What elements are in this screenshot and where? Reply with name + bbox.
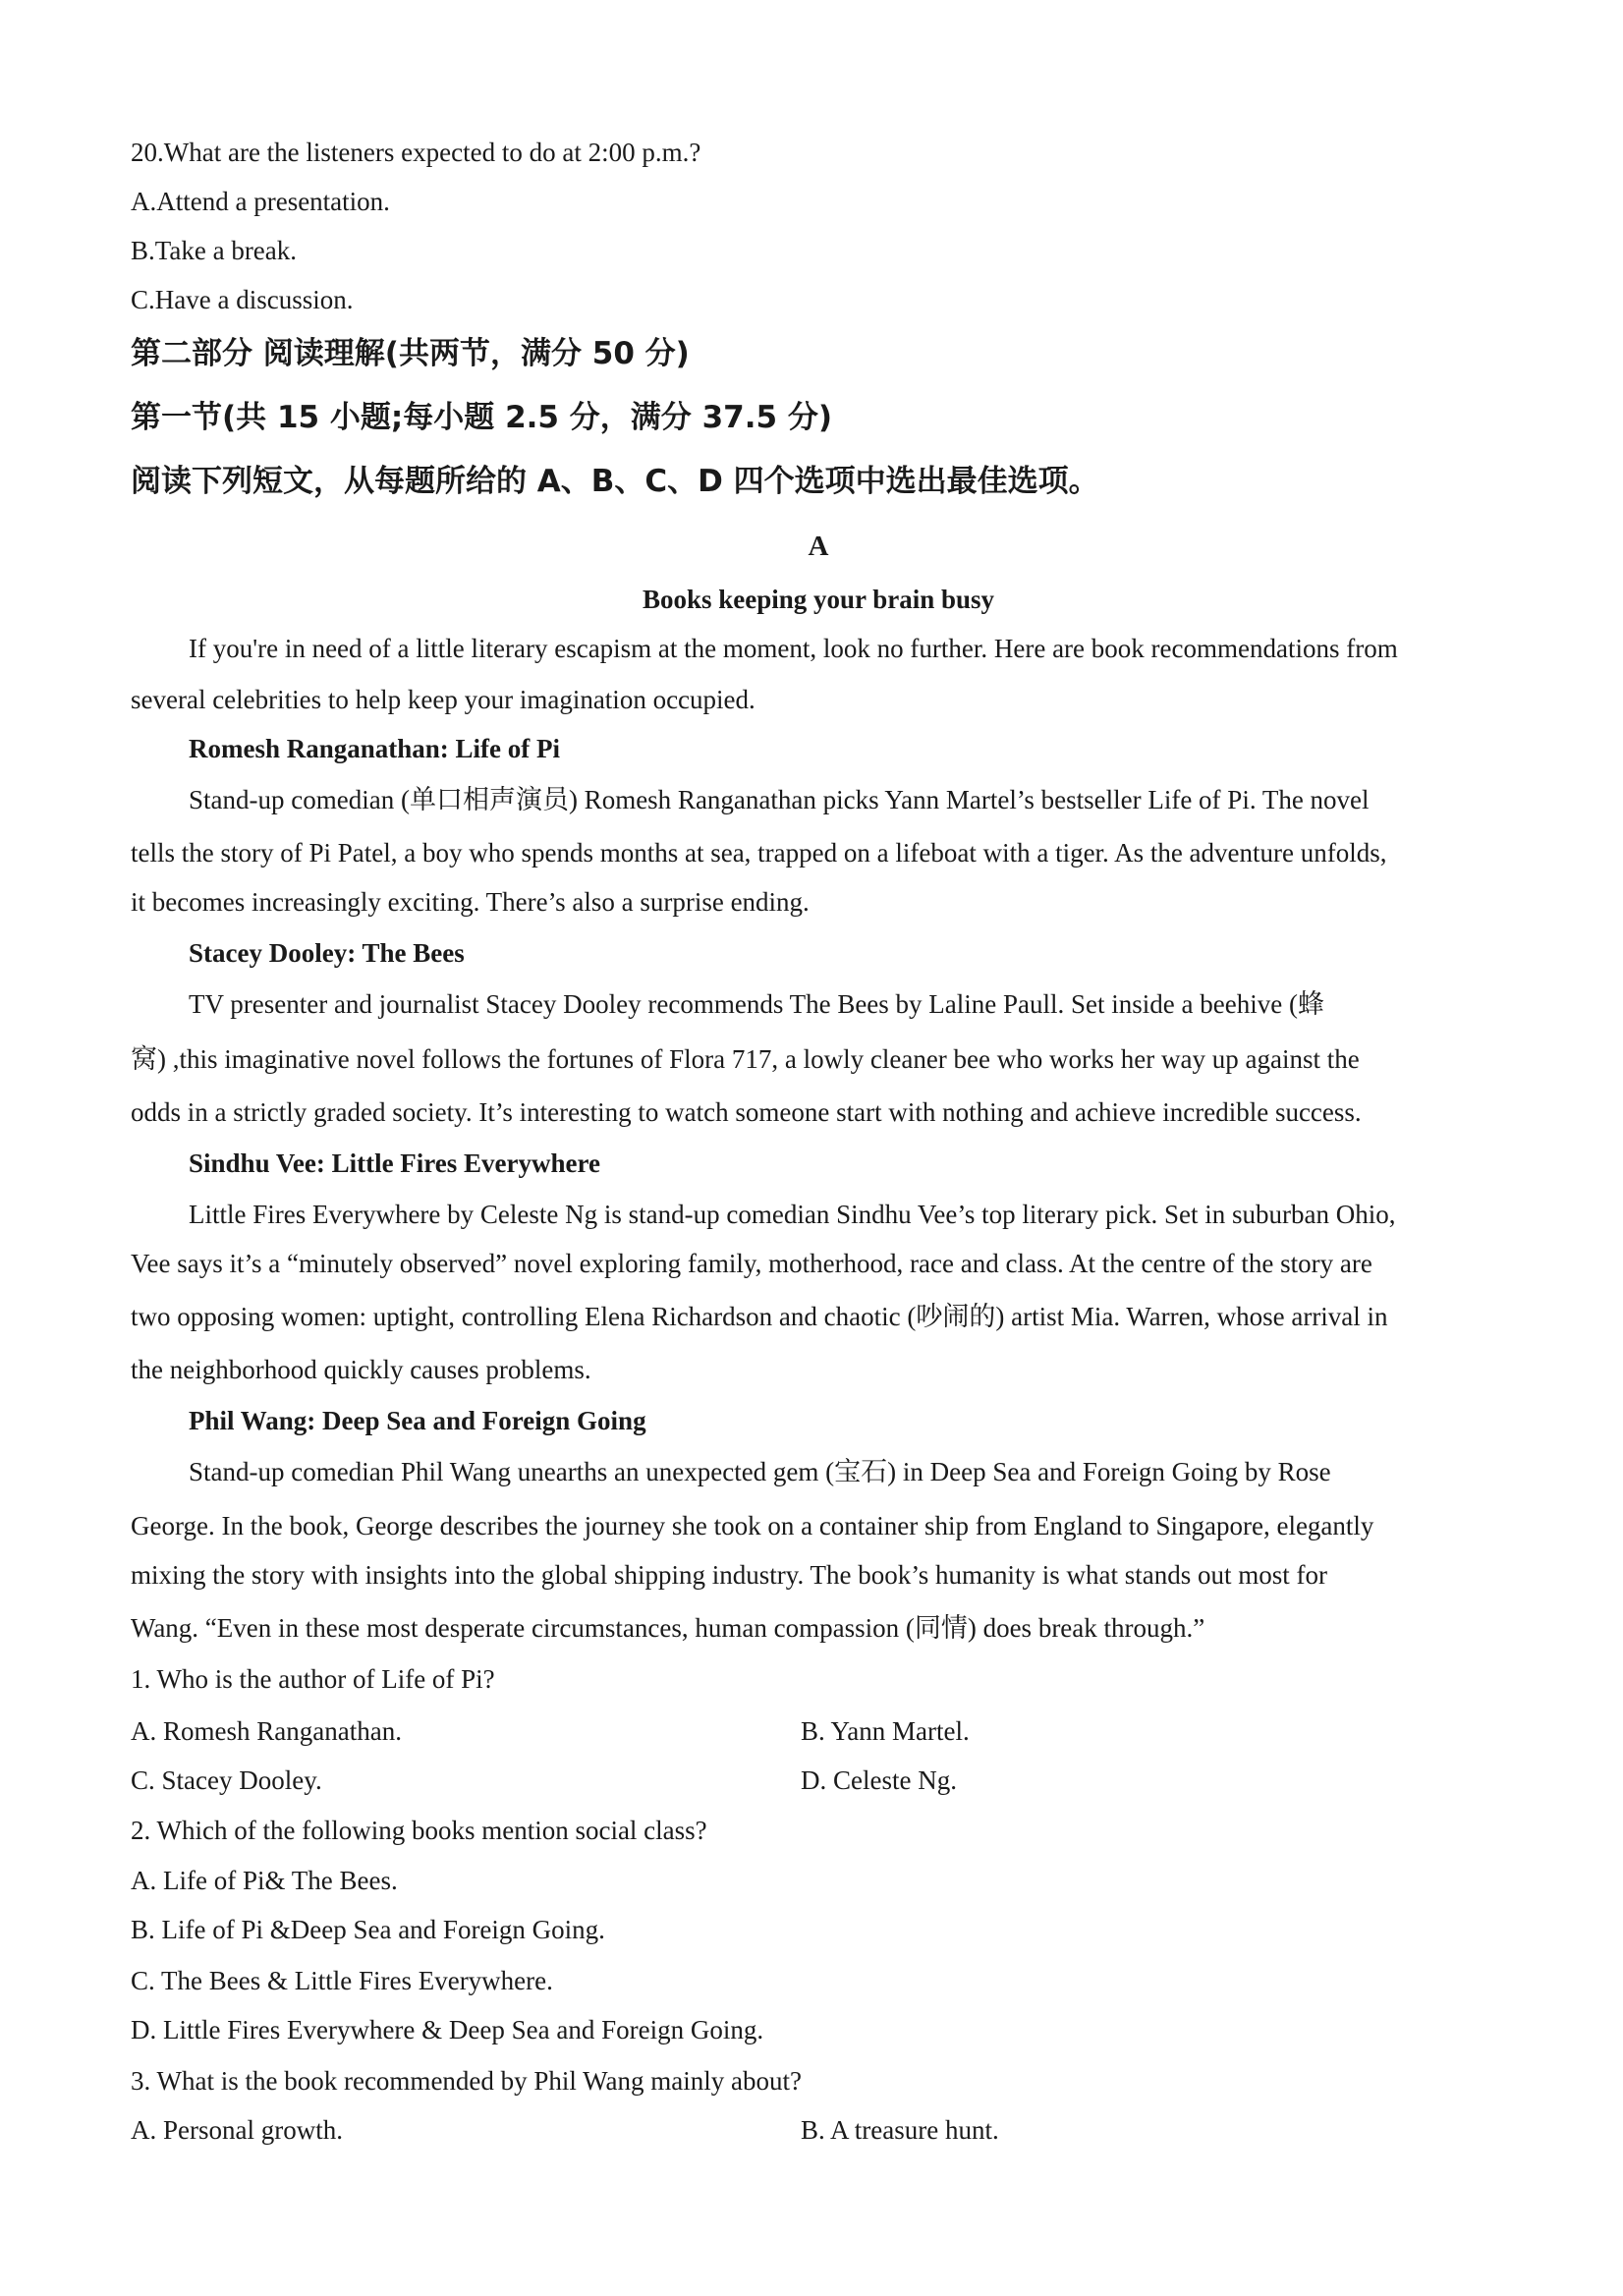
- reading-instruction: 阅读下列短文，从每题所给的 A、B、C、D 四个选项中选出最佳选项。: [131, 464, 1099, 499]
- paragraph-line: the neighborhood quickly causes problems.: [131, 1355, 591, 1384]
- question-20-option-b: B.Take a break.: [131, 236, 298, 265]
- question-1-stem: 1. Who is the author of Life of Pi?: [131, 1664, 495, 1694]
- paragraph-line: odds in a strictly graded society. It’s interesting to watch someone start with nothing and achieve incredible success.: [131, 1097, 1362, 1127]
- paragraph-line: George. In the book, George describes the journey she took on a container ship from England to Singapore, elegantly: [131, 1511, 1374, 1540]
- paragraph-line: Wang. “Even in these most desperate circumstances, human compassion (同情) does break through.”: [131, 1613, 1205, 1643]
- section-heading-romesh: Romesh Ranganathan: Life of Pi: [189, 734, 561, 763]
- paragraph-line: tells the story of Pi Patel, a boy who spends months at sea, trapped on a lifeboat with a tiger. As the adventure unfolds,: [131, 838, 1387, 868]
- question-20-option-c: C.Have a discussion.: [131, 285, 354, 314]
- question-20-option-a: A.Attend a presentation.: [131, 187, 390, 216]
- passage-title: Books keeping your brain busy: [642, 585, 995, 614]
- passage-letter: A: [808, 531, 829, 562]
- passage-intro-line: several celebrities to help keep your imagination occupied.: [131, 685, 756, 714]
- paragraph-line: Little Fires Everywhere by Celeste Ng is stand-up comedian Sindhu Vee’s top literary pick. Set in suburban Ohio,: [189, 1200, 1396, 1229]
- paragraph-line: mixing the story with insights into the global shipping industry. The book’s humanity is what stands out most for: [131, 1560, 1327, 1590]
- passage-intro-line: If you're in need of a little literary escapism at the moment, look no further. Here are book recommendations from: [189, 634, 1398, 663]
- section-one-heading: 第一节(共 15 小题;每小题 2.5 分，满分 37.5 分): [131, 400, 833, 435]
- question-2-option-d: D. Little Fires Everywhere & Deep Sea and Foreign Going.: [131, 2015, 764, 2044]
- paragraph-line: Stand-up comedian Phil Wang unearths an unexpected gem (宝石) in Deep Sea and Foreign Going by Rose: [189, 1457, 1331, 1486]
- question-2-stem: 2. Which of the following books mention social class?: [131, 1816, 707, 1845]
- paragraph-line: 窝) ,this imaginative novel follows the fortunes of Flora 717, a lowly cleaner bee who works her way up against the: [131, 1044, 1360, 1074]
- section-heading-phil: Phil Wang: Deep Sea and Foreign Going: [189, 1406, 646, 1435]
- paragraph-line: Stand-up comedian (单口相声演员) Romesh Ranganathan picks Yann Martel’s bestseller Life of Pi. The novel: [189, 785, 1370, 814]
- section-heading-sindhu: Sindhu Vee: Little Fires Everywhere: [189, 1148, 600, 1178]
- question-3-stem: 3. What is the book recommended by Phil Wang mainly about?: [131, 2066, 802, 2096]
- question-3-option-b: B. A treasure hunt.: [801, 2115, 999, 2145]
- paragraph-line: Vee says it’s a “minutely observed” novel exploring family, motherhood, race and class. At the centre of the story are: [131, 1249, 1372, 1278]
- question-1-option-a: A. Romesh Ranganathan.: [131, 1716, 402, 1746]
- question-3-option-a: A. Personal growth.: [131, 2115, 343, 2145]
- question-1-option-d: D. Celeste Ng.: [801, 1765, 957, 1795]
- paragraph-line: TV presenter and journalist Stacey Dooley recommends The Bees by Laline Paull. Set inside a beehive (蜂: [189, 989, 1324, 1019]
- question-20-stem: 20.What are the listeners expected to do at 2:00 p.m.?: [131, 138, 701, 167]
- question-1-option-b: B. Yann Martel.: [801, 1716, 970, 1746]
- paragraph-line: two opposing women: uptight, controlling Elena Richardson and chaotic (吵闹的) artist Mia. Warren, whose arrival in: [131, 1302, 1388, 1331]
- question-1-option-c: C. Stacey Dooley.: [131, 1765, 322, 1795]
- paragraph-line: it becomes increasingly exciting. There’s also a surprise ending.: [131, 887, 810, 917]
- question-2-option-c: C. The Bees & Little Fires Everywhere.: [131, 1966, 553, 1995]
- question-2-option-a: A. Life of Pi& The Bees.: [131, 1866, 398, 1895]
- section-heading-stacey: Stacey Dooley: The Bees: [189, 938, 465, 968]
- part-two-heading: 第二部分 阅读理解(共两节，满分 50 分): [131, 336, 690, 371]
- question-2-option-b: B. Life of Pi &Deep Sea and Foreign Going.: [131, 1915, 605, 1944]
